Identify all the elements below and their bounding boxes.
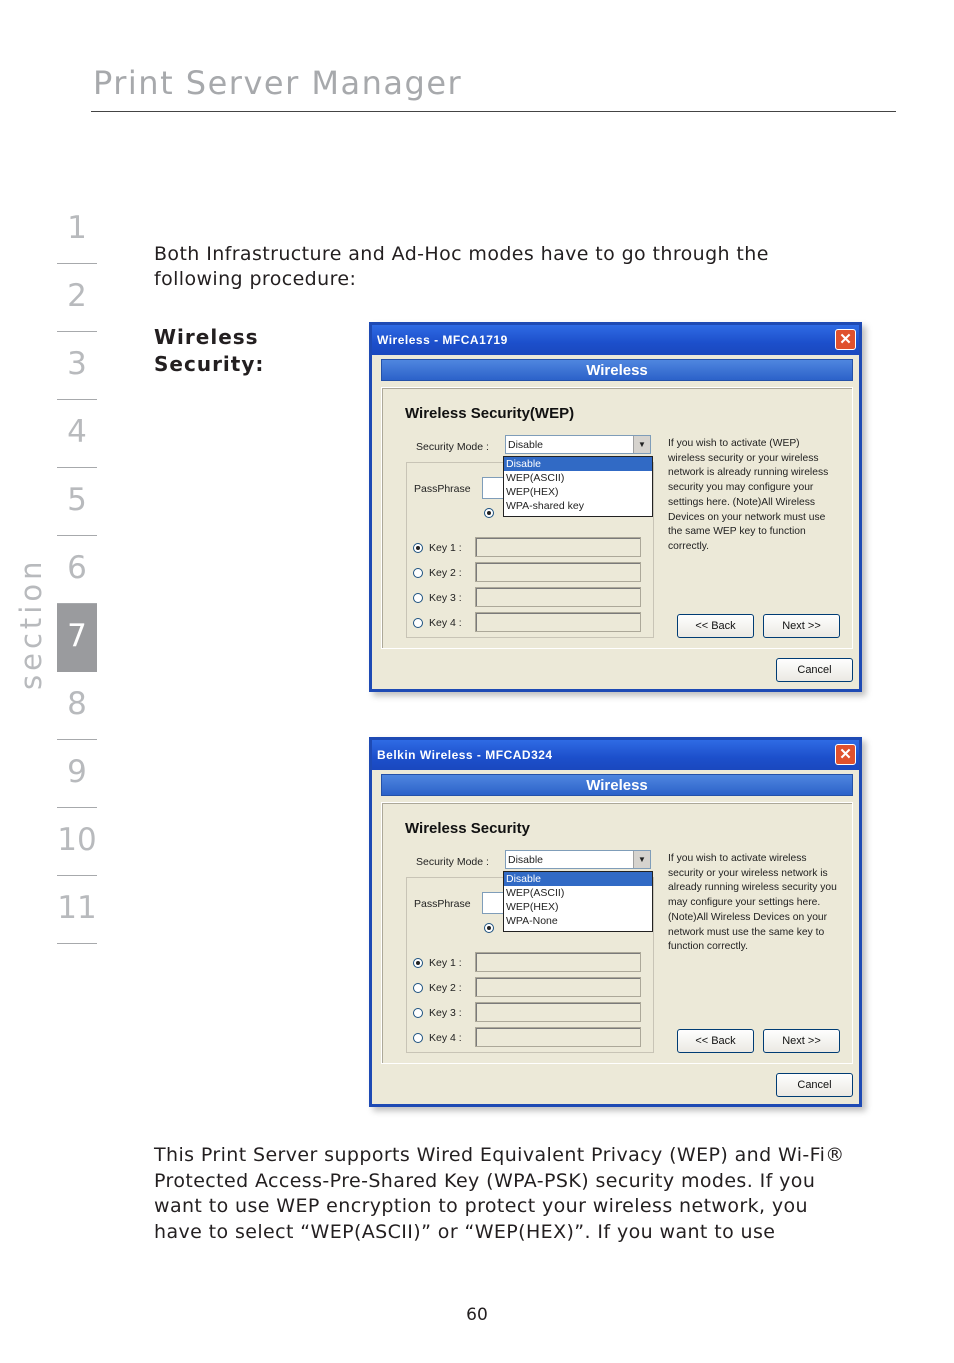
section-nav-number: 4 xyxy=(67,414,87,450)
key4-field[interactable] xyxy=(475,612,641,632)
key1-label: Key 1 : xyxy=(429,542,462,554)
key2-label: Key 2 : xyxy=(429,567,462,579)
key3-radio[interactable] xyxy=(413,1008,423,1018)
option-wep-ascii[interactable]: WEP(ASCII) xyxy=(506,887,565,899)
section-nav-number: 8 xyxy=(67,686,87,722)
security-mode-options xyxy=(503,456,653,517)
section-nav-number: 1 xyxy=(67,210,87,246)
wireless-band: Wireless xyxy=(381,359,853,381)
section-nav-item-7[interactable] xyxy=(57,604,97,672)
key3-label: Key 3 : xyxy=(429,592,462,604)
option-wpa-shared-key[interactable]: WPA-shared key xyxy=(506,500,584,512)
chevron-down-icon[interactable]: ▼ xyxy=(633,436,650,453)
key4-label: Key 4 : xyxy=(429,617,462,629)
dialog-heading: Wireless Security xyxy=(405,820,530,837)
back-button[interactable]: << Back xyxy=(677,614,754,638)
section-word: section xyxy=(14,557,48,690)
section-nav-number: 7 xyxy=(67,618,87,654)
key1-radio[interactable] xyxy=(413,543,423,553)
security-mode-value: Disable xyxy=(508,854,544,866)
cancel-button[interactable]: Cancel xyxy=(776,658,853,682)
section-nav-item-9[interactable] xyxy=(57,740,97,808)
dialog-titlebar xyxy=(372,325,859,355)
key1-label: Key 1 : xyxy=(429,957,462,969)
section-nav-number: 3 xyxy=(67,346,87,382)
header-rule xyxy=(91,111,896,112)
section-nav-item-11[interactable] xyxy=(57,876,97,944)
page-header-title: Print Server Manager xyxy=(93,64,463,102)
chevron-down-icon[interactable]: ▼ xyxy=(633,851,650,868)
key3-radio[interactable] xyxy=(413,593,423,603)
section-nav-item-8[interactable] xyxy=(57,672,97,740)
passphrase-label: PassPhrase xyxy=(414,898,471,910)
section-nav-number: 10 xyxy=(57,822,97,858)
security-mode-options xyxy=(503,871,653,932)
option-wep-hex[interactable]: WEP(HEX) xyxy=(506,486,559,498)
section-nav-item-10[interactable] xyxy=(57,808,97,876)
key1-field[interactable] xyxy=(475,952,641,972)
security-mode-value: Disable xyxy=(508,439,544,451)
option-wpa-none[interactable]: WPA-None xyxy=(506,915,558,927)
key2-radio[interactable] xyxy=(413,568,423,578)
intro-paragraph: Both Infrastructure and Ad-Hoc modes have to go through the following procedure: xyxy=(154,243,769,290)
key4-radio[interactable] xyxy=(413,618,423,628)
section-nav-number: 2 xyxy=(67,278,87,314)
section-nav-item-1[interactable] xyxy=(57,196,97,264)
dialog-screenshot-2 xyxy=(369,737,862,1107)
key2-field[interactable] xyxy=(475,562,641,582)
key1-field[interactable] xyxy=(475,537,641,557)
dialog-title: Wireless - MFCA1719 xyxy=(377,333,508,347)
key2-radio[interactable] xyxy=(413,983,423,993)
next-button[interactable]: Next >> xyxy=(763,1029,840,1053)
help-text: If you wish to activate wireless security or your wireless network is already running wireless security you may configure your settings here. (Note)All Wireless Devices on your network must use the same key to function correctly. xyxy=(668,853,837,953)
key4-label: Key 4 : xyxy=(429,1032,462,1044)
section-nav-number: 11 xyxy=(57,890,97,926)
security-mode-label: Security Mode : xyxy=(416,856,489,868)
key3-label: Key 3 : xyxy=(429,1007,462,1019)
section-nav-item-2[interactable] xyxy=(57,264,97,332)
option-disable[interactable]: Disable xyxy=(504,457,652,471)
passphrase-radio[interactable] xyxy=(484,508,494,518)
key4-field[interactable] xyxy=(475,1027,641,1047)
dialog-titlebar xyxy=(372,740,859,770)
dialog-screenshot-1 xyxy=(369,322,862,692)
security-mode-label: Security Mode : xyxy=(416,441,489,453)
wireless-band: Wireless xyxy=(381,774,853,796)
close-icon[interactable]: ✕ xyxy=(835,744,856,765)
passphrase-radio[interactable] xyxy=(484,923,494,933)
dialog-heading: Wireless Security(WEP) xyxy=(405,405,575,422)
dialog-title: Belkin Wireless - MFCAD324 xyxy=(377,748,553,762)
page-number: 60 xyxy=(466,1305,488,1325)
option-wep-ascii[interactable]: WEP(ASCII) xyxy=(506,472,565,484)
option-wep-hex[interactable]: WEP(HEX) xyxy=(506,901,559,913)
section-nav-item-4[interactable] xyxy=(57,400,97,468)
section-nav-number: 9 xyxy=(67,754,87,790)
section-nav-item-3[interactable] xyxy=(57,332,97,400)
section-nav-number: 6 xyxy=(67,550,87,586)
close-icon[interactable]: ✕ xyxy=(835,329,856,350)
passphrase-label: PassPhrase xyxy=(414,483,471,495)
section-nav-item-6[interactable] xyxy=(57,536,97,604)
section-nav-divider xyxy=(57,943,97,944)
next-button[interactable]: Next >> xyxy=(763,614,840,638)
security-mode-select[interactable] xyxy=(505,850,651,869)
key2-field[interactable] xyxy=(475,977,641,997)
cancel-button[interactable]: Cancel xyxy=(776,1073,853,1097)
option-disable[interactable]: Disable xyxy=(504,872,652,886)
key1-radio[interactable] xyxy=(413,958,423,968)
key4-radio[interactable] xyxy=(413,1033,423,1043)
key3-field[interactable] xyxy=(475,587,641,607)
wireless-security-label: Wireless Security: xyxy=(154,325,265,376)
help-text: If you wish to activate (WEP) wireless security or your wireless network is already running wireless security you may configure your settings here. (Note)All Wireless Devices on your network must use the same WEP key to function correctly. xyxy=(668,438,829,552)
back-button[interactable]: << Back xyxy=(677,1029,754,1053)
key2-label: Key 2 : xyxy=(429,982,462,994)
key3-field[interactable] xyxy=(475,1002,641,1022)
security-mode-select[interactable] xyxy=(505,435,651,454)
body-paragraph: This Print Server supports Wired Equivalent Privacy (WEP) and Wi-Fi® Protected Access-Pre-Shared Key (WPA-PSK) security modes. If you want to use WEP encryption to protect your wireless network, you have to select “WEP(ASCII)” or “WEP(HEX)”. If you want to use xyxy=(154,1144,845,1243)
section-nav-number: 5 xyxy=(67,482,87,518)
section-nav-item-5[interactable] xyxy=(57,468,97,536)
